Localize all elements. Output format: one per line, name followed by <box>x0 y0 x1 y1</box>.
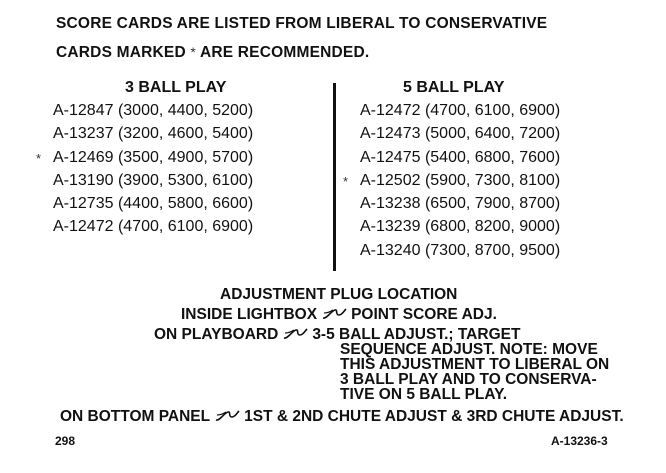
header-line-2-pre: CARDS MARKED <box>56 44 186 61</box>
score-card-row <box>360 122 560 145</box>
playboard-text-line-5: TIVE ON 5 BALL PLAY. <box>340 386 508 403</box>
adjustment-title: ADJUSTMENT PLUG LOCATION <box>220 286 458 303</box>
playboard-text-line-3: THIS ADJUSTMENT TO LIBERAL ON <box>340 356 610 373</box>
recommended-mark: * <box>343 173 349 189</box>
score-card-row <box>360 99 560 122</box>
lightbox-label: INSIDE LIGHTBOX <box>181 306 318 323</box>
score-card-row <box>36 146 254 169</box>
score-card-row <box>360 215 560 238</box>
playboard-text-line-4: 3 BALL PLAY AND TO CONSERVA- <box>340 371 597 388</box>
score-card-row <box>53 122 253 145</box>
lightbox-text: POINT SCORE ADJ. <box>351 306 497 323</box>
score-card-text: A-12472 (4700, 6100, 6900) <box>53 218 254 236</box>
bottom-panel-text: 1ST & 2ND CHUTE ADJUST & 3RD CHUTE ADJUST. <box>244 408 624 425</box>
recommended-mark: * <box>36 150 42 166</box>
playboard-label: ON PLAYBOARD <box>154 326 279 343</box>
score-card-text: A-12469 (3500, 4900, 5700) <box>53 148 254 166</box>
score-card-text: A-12847 (3000, 4400, 5200) <box>53 102 254 119</box>
score-card-row <box>53 215 253 238</box>
column-divider <box>333 83 336 271</box>
score-card-row <box>360 239 560 262</box>
part-number: A-13236-3 <box>551 434 608 448</box>
bottom-panel-line <box>60 409 624 424</box>
plug-symbol-icon <box>214 409 240 423</box>
header-line-2 <box>56 44 369 62</box>
three-ball-card-list <box>36 99 254 239</box>
playboard-line <box>154 327 520 342</box>
page-number: 298 <box>55 434 76 448</box>
score-card-row <box>343 169 561 192</box>
score-card-text: A-13237 (3200, 4600, 5400) <box>53 125 254 143</box>
three-ball-title: 3 BALL PLAY <box>125 79 227 96</box>
playboard-text-line-1: 3-5 BALL ADJUST.; TARGET <box>312 326 521 343</box>
score-card-row <box>360 192 560 215</box>
header-line-2-post: ARE RECOMMENDED. <box>199 44 370 61</box>
score-card-row <box>53 192 253 215</box>
score-card-text: A-13190 (3900, 5300, 6100) <box>53 171 254 189</box>
lightbox-line <box>181 307 497 322</box>
five-ball-title: 5 BALL PLAY <box>403 79 505 96</box>
score-card-text: A-13240 (7300, 8700, 9500) <box>360 241 561 259</box>
bottom-panel-label: ON BOTTOM PANEL <box>60 408 211 425</box>
score-card-text: A-12472 (4700, 6100, 6900) <box>360 102 561 119</box>
recommended-mark-legend: * <box>190 44 197 60</box>
score-card-row <box>53 169 253 192</box>
score-card-text: A-12735 (4400, 5800, 6600) <box>53 195 254 213</box>
score-card-text: A-12475 (5400, 6800, 7600) <box>360 148 561 166</box>
header-line-1: SCORE CARDS ARE LISTED FROM LIBERAL TO CONSERVATIVE <box>56 15 548 32</box>
score-card-row <box>53 99 253 122</box>
plug-symbol-icon <box>282 327 308 341</box>
plug-symbol-icon <box>321 307 347 321</box>
score-card-text: A-12502 (5900, 7300, 8100) <box>360 171 561 189</box>
five-ball-card-list <box>343 99 561 262</box>
score-card-text: A-13239 (6800, 8200, 9000) <box>360 218 561 236</box>
score-card-row <box>360 146 560 169</box>
playboard-text-line-2: SEQUENCE ADJUST. NOTE: MOVE <box>340 341 598 358</box>
score-card-text: A-13238 (6500, 7900, 8700) <box>360 195 561 213</box>
score-card-text: A-12473 (5000, 6400, 7200) <box>360 125 561 143</box>
